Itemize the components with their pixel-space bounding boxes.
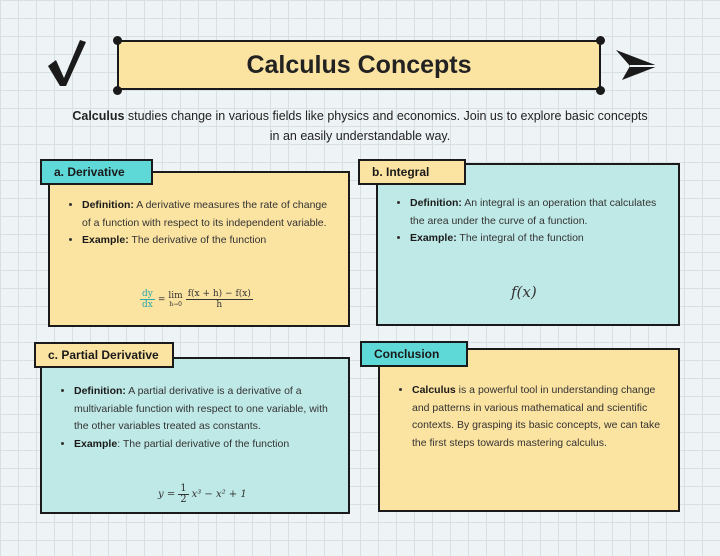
intro-bold: Calculus — [72, 109, 125, 123]
definition-label: Definition: — [74, 385, 126, 397]
integral-card — [376, 163, 680, 326]
derivative-card — [48, 171, 350, 327]
definition-label: Definition: — [410, 197, 462, 209]
formula-lhs: y = — [158, 489, 176, 500]
definition-text: A derivative measures the rate of change of a function with respect to its independent variable. — [82, 199, 328, 229]
paper-plane-icon — [614, 46, 660, 84]
formula-difference-quotient — [186, 289, 253, 310]
partial-derivative-card — [40, 357, 350, 514]
conclusion-card — [378, 348, 680, 512]
definition-text: An integral is an operation that calculates the area under the curve of a function. — [410, 197, 657, 227]
derivative-formula — [140, 289, 253, 310]
limit-label: lim — [168, 291, 183, 301]
integral-definition — [410, 195, 660, 230]
tab-conclusion — [360, 341, 468, 367]
derivative-definition — [82, 197, 330, 232]
example-text: The integral of the function — [456, 232, 584, 244]
formula-numerator: dy — [142, 289, 153, 299]
formula-denominator: 2 — [180, 494, 187, 505]
example-text: : The partial derivative of the function — [117, 437, 290, 450]
partial-example — [74, 436, 330, 454]
tab-label: b. Integral — [372, 165, 430, 179]
tab-label: Conclusion — [374, 347, 440, 361]
title-corner-dot — [596, 86, 605, 95]
intro-text-line1: studies change in various fields like physics and economics. Join us to explore basic concepts — [124, 109, 648, 123]
formula-dy-dx — [140, 289, 155, 310]
intro-text-line2: in an easily understandable way. — [269, 129, 451, 143]
page-title: Calculus Concepts — [246, 50, 472, 79]
partial-definition — [74, 383, 330, 436]
formula-numerator: f(x + h) − f(x) — [187, 289, 251, 299]
definition-label: Definition: — [82, 199, 134, 211]
title-corner-dot — [596, 36, 605, 45]
conclusion-body: is a powerful tool in understanding change and patterns in various mathematical and scientific contexts. By grasping its basic concepts, we can take the first steps towards mastering calculus. — [412, 384, 661, 449]
title-corner-dot — [113, 86, 122, 95]
formula-numerator: 1 — [180, 483, 187, 494]
example-label: Example — [74, 437, 118, 450]
example-text: The derivative of the function — [128, 234, 267, 246]
example-label: Example: — [82, 234, 129, 246]
integral-example — [410, 230, 660, 248]
tab-label: c. Partial Derivative — [48, 348, 159, 362]
formula-denominator: h — [216, 300, 223, 310]
formula-denominator: dx — [142, 300, 153, 310]
tab-integral — [358, 159, 466, 185]
square-root-icon — [44, 36, 88, 90]
formula-rest: x³ − x² + 1 — [191, 489, 247, 500]
conclusion-bold: Calculus — [412, 384, 456, 396]
tab-derivative — [40, 159, 153, 185]
definition-text: A partial derivative is a derivative of a multivariable function with respect to one variable, with the other variables treated as constants. — [74, 385, 328, 432]
tab-label: a. Derivative — [54, 165, 125, 179]
title-banner — [117, 40, 601, 90]
example-label: Example: — [410, 232, 457, 244]
conclusion-text — [412, 382, 662, 452]
formula-limit — [168, 291, 182, 308]
partial-formula — [158, 484, 247, 505]
formula-equals: = — [157, 294, 166, 305]
intro-paragraph — [40, 106, 680, 146]
integral-function: f(x) — [511, 283, 537, 301]
limit-subscript: h→0 — [169, 301, 182, 308]
formula-fraction — [178, 484, 188, 505]
derivative-example — [82, 232, 330, 250]
tab-partial-derivative — [34, 342, 174, 368]
title-corner-dot — [113, 36, 122, 45]
integral-formula — [511, 283, 537, 301]
